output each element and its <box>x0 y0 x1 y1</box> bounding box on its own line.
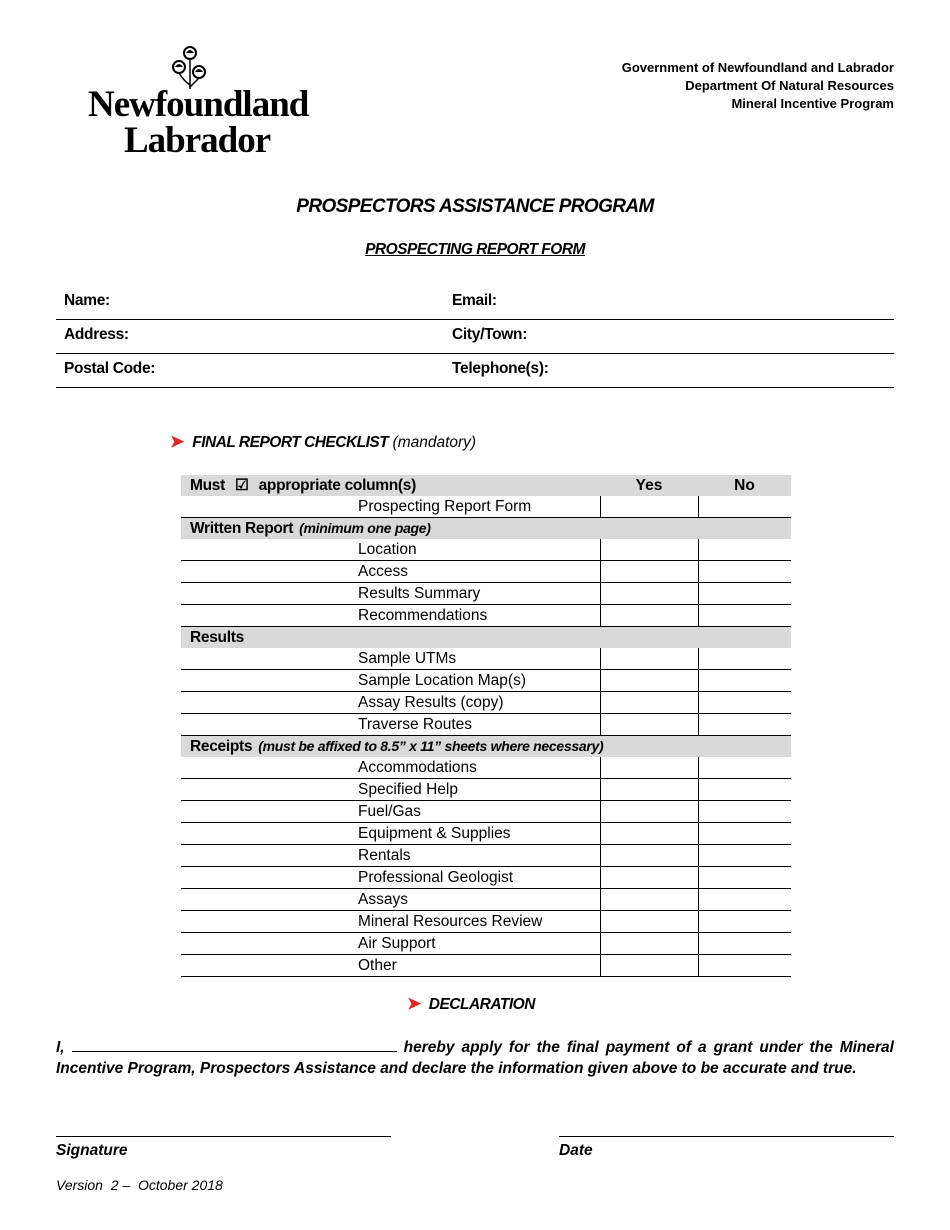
applicant-row-address <box>56 319 894 354</box>
form-title: PROSPECTORS ASSISTANCE PROGRAM <box>296 196 654 217</box>
logo-text-labrador: Labrador <box>124 120 271 161</box>
applicant-row-postal <box>56 353 894 388</box>
checklist-title: FINAL REPORT CHECKLIST <box>192 434 389 451</box>
name-label: Name: <box>64 292 110 309</box>
checklist-row <box>181 845 791 867</box>
no-cell[interactable] <box>698 779 791 801</box>
section-note: (minimum one page) <box>299 520 431 536</box>
address-label: Address: <box>64 326 129 343</box>
checklist-item-label: Fuel/Gas <box>181 801 600 823</box>
yes-cell[interactable] <box>600 933 698 955</box>
no-cell[interactable] <box>698 561 791 583</box>
date-label: Date <box>559 1142 593 1159</box>
government-name: Government of Newfoundland and Labrador <box>621 60 894 75</box>
checklist-item-label: Assay Results (copy) <box>181 692 600 714</box>
no-cell[interactable] <box>698 801 791 823</box>
declaration-body: hereby apply for the final payment of a grant under the Mineral Incentive Program, Prospectors Assistance and declare the information given above to be accurate and true. <box>56 1039 894 1077</box>
checklist-item-label: Specified Help <box>181 779 600 801</box>
no-cell[interactable] <box>698 496 791 518</box>
checklist-item-label: Mineral Resources Review <box>181 911 600 933</box>
checklist-item-label: Equipment & Supplies <box>181 823 600 845</box>
form-subtitle: PROSPECTING REPORT FORM <box>365 241 585 258</box>
date-line[interactable] <box>559 1136 894 1137</box>
checklist-row <box>181 583 791 605</box>
checklist-item-label: Air Support <box>181 933 600 955</box>
section-label: Receipts <box>190 738 253 755</box>
yes-cell[interactable] <box>600 911 698 933</box>
checklist-row <box>181 561 791 583</box>
final-report-checklist-table <box>181 475 791 977</box>
yes-cell[interactable] <box>600 539 698 561</box>
checklist-item-label: Sample Location Map(s) <box>181 670 600 692</box>
declaration-prefix: I, <box>56 1039 65 1056</box>
section-receipts <box>181 736 791 758</box>
section-note: (must be affixed to 8.5” x 11” sheets where necessary) <box>258 738 604 754</box>
checklist-row <box>181 933 791 955</box>
no-cell[interactable] <box>698 845 791 867</box>
government-header <box>622 59 894 113</box>
checklist-item-label: Accommodations <box>181 757 600 779</box>
yes-cell[interactable] <box>600 496 698 518</box>
city-label: City/Town: <box>452 326 528 343</box>
checklist-item-label: Assays <box>181 889 600 911</box>
checklist-row <box>181 889 791 911</box>
no-cell[interactable] <box>698 670 791 692</box>
yes-cell[interactable] <box>600 692 698 714</box>
checklist-row <box>181 955 791 977</box>
arrow-bullet-icon: ➤ <box>170 432 185 451</box>
checklist-row <box>181 496 791 518</box>
telephone-label: Telephone(s): <box>452 360 549 377</box>
signature-line[interactable] <box>56 1136 391 1137</box>
no-cell[interactable] <box>698 605 791 627</box>
yes-cell[interactable] <box>600 648 698 670</box>
checklist-item-label: Sample UTMs <box>181 648 600 670</box>
yes-cell[interactable] <box>600 823 698 845</box>
no-cell[interactable] <box>698 955 791 977</box>
checklist-heading <box>170 432 476 452</box>
checklist-row <box>181 911 791 933</box>
yes-cell[interactable] <box>600 955 698 977</box>
no-cell[interactable] <box>698 933 791 955</box>
yes-cell[interactable] <box>600 714 698 736</box>
checklist-header-row <box>181 475 791 496</box>
no-cell[interactable] <box>698 823 791 845</box>
department-name: Department Of Natural Resources <box>685 78 894 93</box>
checkbox-icon: ☑ <box>234 477 249 494</box>
yes-column-header: Yes <box>600 475 698 496</box>
newfoundland-labrador-logo <box>88 45 309 161</box>
no-cell[interactable] <box>698 911 791 933</box>
no-column-header: No <box>698 475 791 496</box>
checklist-row <box>181 867 791 889</box>
checklist-row <box>181 779 791 801</box>
section-written-report <box>181 518 791 540</box>
declaration-text <box>56 1035 894 1079</box>
checklist-row <box>181 757 791 779</box>
checklist-row <box>181 648 791 670</box>
section-results <box>181 627 791 649</box>
logo-text-newfoundland: Newfoundland <box>88 84 309 125</box>
no-cell[interactable] <box>698 757 791 779</box>
checklist-header-instruction: Must ☑ appropriate column(s) <box>181 475 600 496</box>
yes-cell[interactable] <box>600 605 698 627</box>
checklist-item-label: Traverse Routes <box>181 714 600 736</box>
postal-code-label: Postal Code: <box>64 360 156 377</box>
no-cell[interactable] <box>698 583 791 605</box>
checklist-item-label: Professional Geologist <box>181 867 600 889</box>
checklist-row <box>181 692 791 714</box>
checklist-row <box>181 670 791 692</box>
yes-cell[interactable] <box>600 757 698 779</box>
checklist-item-label: Access <box>181 561 600 583</box>
section-label: Written Report <box>190 520 294 537</box>
checklist-item-label: Rentals <box>181 845 600 867</box>
no-cell[interactable] <box>698 889 791 911</box>
checklist-item-label: Other <box>181 955 600 977</box>
yes-cell[interactable] <box>600 889 698 911</box>
program-name: Mineral Incentive Program <box>731 96 894 111</box>
no-cell[interactable] <box>698 692 791 714</box>
yes-cell[interactable] <box>600 670 698 692</box>
checklist-item-label: Recommendations <box>181 605 600 627</box>
applicant-row-name <box>56 285 894 320</box>
email-label: Email: <box>452 292 497 309</box>
yes-cell[interactable] <box>600 845 698 867</box>
version-footer: Version 2 – October 2018 <box>56 1177 223 1193</box>
declaration-heading <box>407 994 535 1014</box>
no-cell[interactable] <box>698 648 791 670</box>
arrow-bullet-icon: ➤ <box>407 994 421 1013</box>
no-cell[interactable] <box>698 867 791 889</box>
checklist-row <box>181 801 791 823</box>
checklist-item-label: Prospecting Report Form <box>181 496 600 518</box>
section-label: Results <box>181 627 791 649</box>
checklist-row <box>181 714 791 736</box>
checklist-row <box>181 823 791 845</box>
declarant-name-blank[interactable] <box>72 1035 397 1052</box>
no-cell[interactable] <box>698 714 791 736</box>
yes-cell[interactable] <box>600 801 698 823</box>
yes-cell[interactable] <box>600 583 698 605</box>
signature-label: Signature <box>56 1142 128 1159</box>
yes-cell[interactable] <box>600 779 698 801</box>
yes-cell[interactable] <box>600 561 698 583</box>
checklist-item-label: Location <box>181 539 600 561</box>
declaration-title: DECLARATION <box>428 996 535 1013</box>
yes-cell[interactable] <box>600 867 698 889</box>
checklist-title-note: (mandatory) <box>392 434 477 451</box>
checklist-item-label: Results Summary <box>181 583 600 605</box>
checklist-row <box>181 539 791 561</box>
no-cell[interactable] <box>698 539 791 561</box>
checklist-row <box>181 605 791 627</box>
